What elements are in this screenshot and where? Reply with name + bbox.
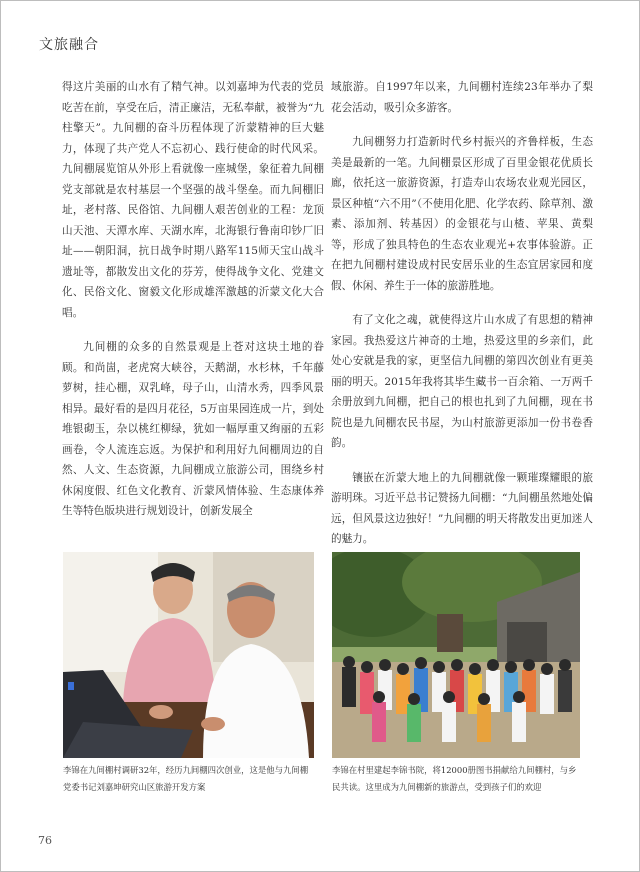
paragraph: 九间棚努力打造新时代乡村振兴的齐鲁样板，生态美是最新的一笔。九间棚景区形成了百里金银花优质长廊，依托这一旅游资源，打造寿山农场农业观光园区，景区种植“六不用”（不使用化肥、化学农药、除草剂、激素、添加剂、转基因）的金银花与山楂、苹果、黄梨等，形成了独具特色的生态农业观光+农事体验游。正在把九间棚村建设成村民安居乐业的生态宜居家园和度假、休闲、养生于一体的旅游胜地。	[331, 136, 593, 292]
meeting-photo	[63, 552, 314, 758]
children-photo	[332, 552, 580, 758]
page-number: 76	[38, 834, 52, 847]
photo-caption: 李锦在九间棚村调研32年，经历九间棚四次创业，这是他与九间棚党委书记刘嘉坤研究山区旅游开发方案	[63, 765, 309, 792]
left-text-column	[62, 77, 324, 522]
paragraph: 九间棚的众多的自然景观是上苍对这块土地的眷顾。和尚崮，老虎窝大峡谷，天鹅湖，水杉林，千年藤萝树，挂心棚，双乳峰，母子山，山清水秀，四季风景相异。最好看的是四月花径，5万亩果园连成一片，到处堆银砌玉，杂以桃红柳绿，犹如一幅厚重又绚丽的五彩画卷，令人流连忘返。为保护和利用好九间棚周边的自然、人文、生态资源，九间棚成立旅游公司，围绕乡村休闲度假、红色文化教育、沂蒙风情体验、生态康体养生等特色版块进行规划设计，创新发展全	[62, 341, 324, 517]
paragraph: 镶嵌在沂蒙大地上的九间棚就像一颗璀璨耀眼的旅游明珠。习近平总书记赞扬九间棚：“九间棚虽然地处偏远，但风景这边独好！”九间棚的明天将散发出更加迷人的魅力。	[331, 471, 593, 545]
section-title: 文旅融合	[39, 37, 99, 53]
paragraph: 得这片美丽的山水有了精气神。以刘嘉坤为代表的党员吃苦在前，享受在后，清正廉洁，无私奉献，被誉为“九柱擎天”。九间棚的奋斗历程体现了沂蒙精神的巨大魅力，体现了共产党人不忘初心、践行使命的时代风采。九间棚展览馆从外形上看就像一座城堡，象征着九间棚党支部就是农村基层一个坚强的战斗堡垒。而九间棚旧址，老村落、民俗馆、九间棚人艰苦创业的工程：龙顶山天池、天潭水库、天湖水库，北海银行鲁南印钞厂旧址——朝阳洞，抗日战争时期八路军115师天宝山战斗遗址等，都散发出文化的芬芳，使得战争文化、党建文化、民俗文化、窗毅文化形成雄浑激越的沂蒙文化大合唱。	[62, 81, 324, 319]
photo-caption: 李锦在村里建起李锦书院，将12000册图书捐献给九间棚村，与乡民共读。这里成为九间棚新的旅游点，受到孩子们的欢迎	[332, 765, 577, 792]
paragraph: 域旅游。自1997年以来，九间棚村连续23年举办了梨花会活动，吸引众多游客。	[331, 81, 593, 114]
right-text-column	[331, 77, 593, 550]
paragraph: 有了文化之魂，就使得这片山水成了有思想的精神家园。我热爱这片神奇的土地，热爱这里的乡亲们，此处心安就是我的家，更坚信九间棚的第四次创业有更美丽的明天。2015年我将其毕生藏书一百余箱、一万两千余册放到九间棚，把自己的根也扎到了九间棚，现在书院也是九间棚农民书屋，为山村旅游更添加一份书卷香韵。	[331, 314, 593, 449]
